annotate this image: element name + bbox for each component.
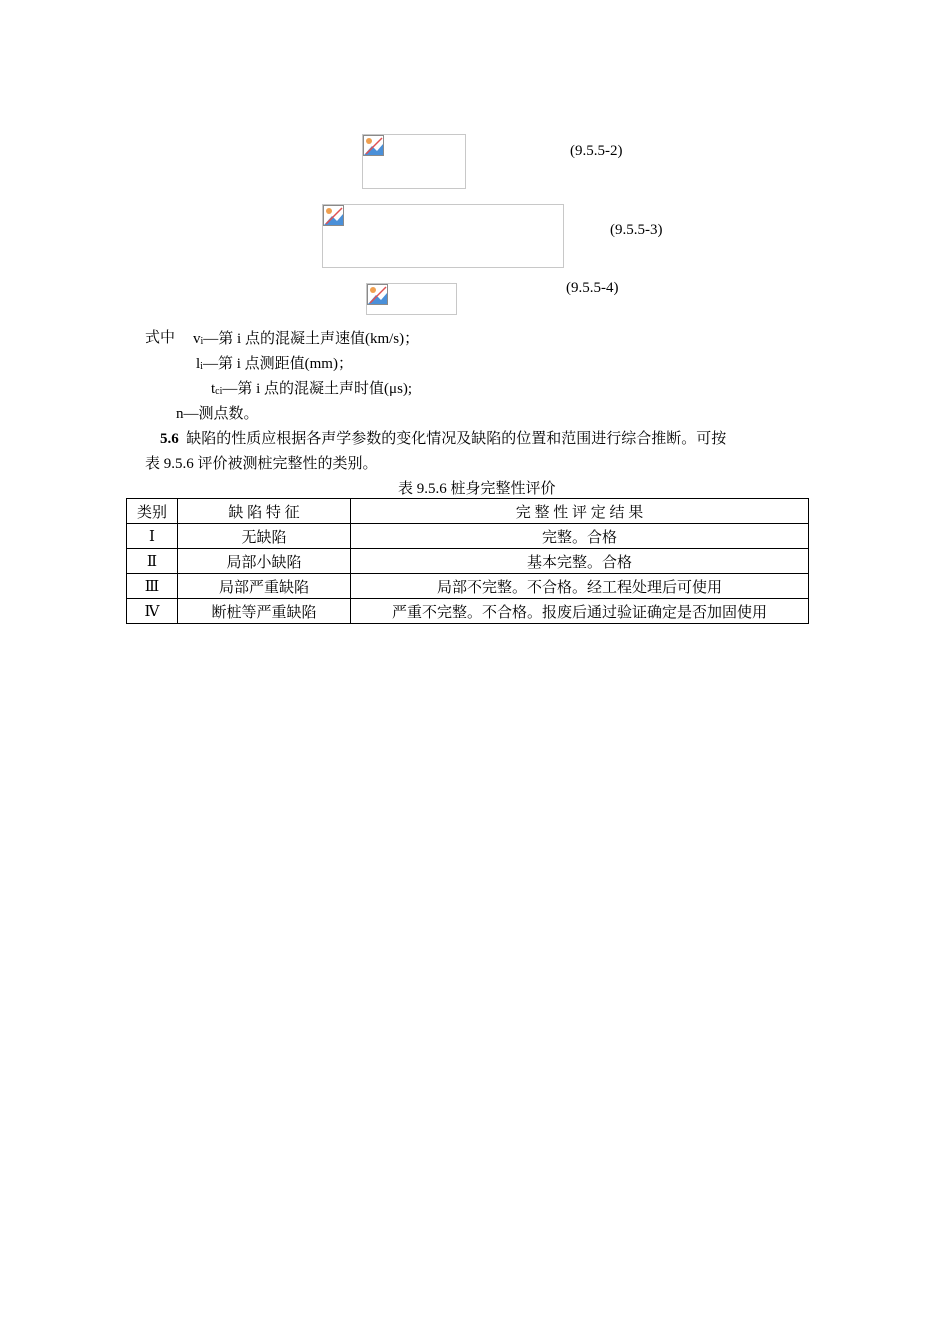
equation-label-1: (9.5.5-2) bbox=[570, 143, 623, 159]
cell-defect: 断桩等严重缺陷 bbox=[178, 599, 351, 624]
symbol-subscript: ci bbox=[215, 386, 223, 397]
cell-category: Ⅱ bbox=[127, 549, 178, 574]
definition-t bbox=[211, 377, 412, 398]
definition-text: —第 i 点的混凝土声时值(μs); bbox=[222, 381, 413, 397]
cell-category: Ⅳ bbox=[127, 599, 178, 624]
definition-text: —第 i 点测距值(mm)； bbox=[202, 356, 353, 372]
cell-result: 严重不完整。不合格。报废后通过验证确定是否加固使用 bbox=[351, 599, 809, 624]
definition-text: —第 i 点的混凝土声速值(km/s)； bbox=[203, 331, 420, 347]
cell-category: Ⅲ bbox=[127, 574, 178, 599]
equation-image-2 bbox=[322, 204, 564, 268]
equation-label-2: (9.5.5-3) bbox=[610, 222, 663, 238]
symbol: l bbox=[196, 356, 201, 372]
symbol-subscript: i bbox=[200, 336, 204, 347]
broken-image-icon bbox=[323, 205, 344, 226]
table-row bbox=[127, 574, 809, 599]
cell-defect: 无缺陷 bbox=[178, 524, 351, 549]
clause-text-1: 缺陷的性质应根据各声学参数的变化情况及缺陷的位置和范围进行综合推断。可按 bbox=[186, 431, 727, 447]
broken-image-icon bbox=[367, 284, 388, 305]
cell-defect: 局部严重缺陷 bbox=[178, 574, 351, 599]
cell-defect: 局部小缺陷 bbox=[178, 549, 351, 574]
broken-image-icon bbox=[363, 135, 384, 156]
symbol: n bbox=[176, 406, 184, 422]
integrity-table bbox=[126, 498, 809, 624]
clause-line-1 bbox=[160, 427, 726, 448]
cell-result: 局部不完整。不合格。经工程处理后可使用 bbox=[351, 574, 809, 599]
table-row bbox=[127, 524, 809, 549]
cell-result: 完整。合格 bbox=[351, 524, 809, 549]
definition-n bbox=[176, 402, 259, 423]
clause-line-2: 表 9.5.6 评价被测桩完整性的类别。 bbox=[145, 456, 378, 472]
cell-category: Ⅰ bbox=[127, 524, 178, 549]
cell-result: 基本完整。合格 bbox=[351, 549, 809, 574]
equation-image-3 bbox=[366, 283, 457, 315]
header-defect: 缺 陷 特 征 bbox=[178, 499, 351, 524]
header-category: 类别 bbox=[127, 499, 178, 524]
equation-label-3: (9.5.5-4) bbox=[566, 280, 619, 296]
table-caption: 表 9.5.6 桩身完整性评价 bbox=[398, 481, 556, 497]
definition-text: —测点数。 bbox=[183, 406, 259, 422]
table-row bbox=[127, 599, 809, 624]
where-prefix: 式中 bbox=[145, 330, 176, 346]
clause-number: 5.6 bbox=[160, 431, 179, 447]
symbol: t bbox=[211, 381, 216, 397]
symbol-subscript: i bbox=[200, 361, 203, 372]
table-row bbox=[127, 549, 809, 574]
definition-l bbox=[196, 352, 353, 373]
header-result: 完 整 性 评 定 结 果 bbox=[351, 499, 809, 524]
equation-image-1 bbox=[362, 134, 466, 189]
table-header-row bbox=[127, 499, 809, 524]
definition-v bbox=[193, 327, 419, 348]
symbol: v bbox=[193, 331, 201, 347]
